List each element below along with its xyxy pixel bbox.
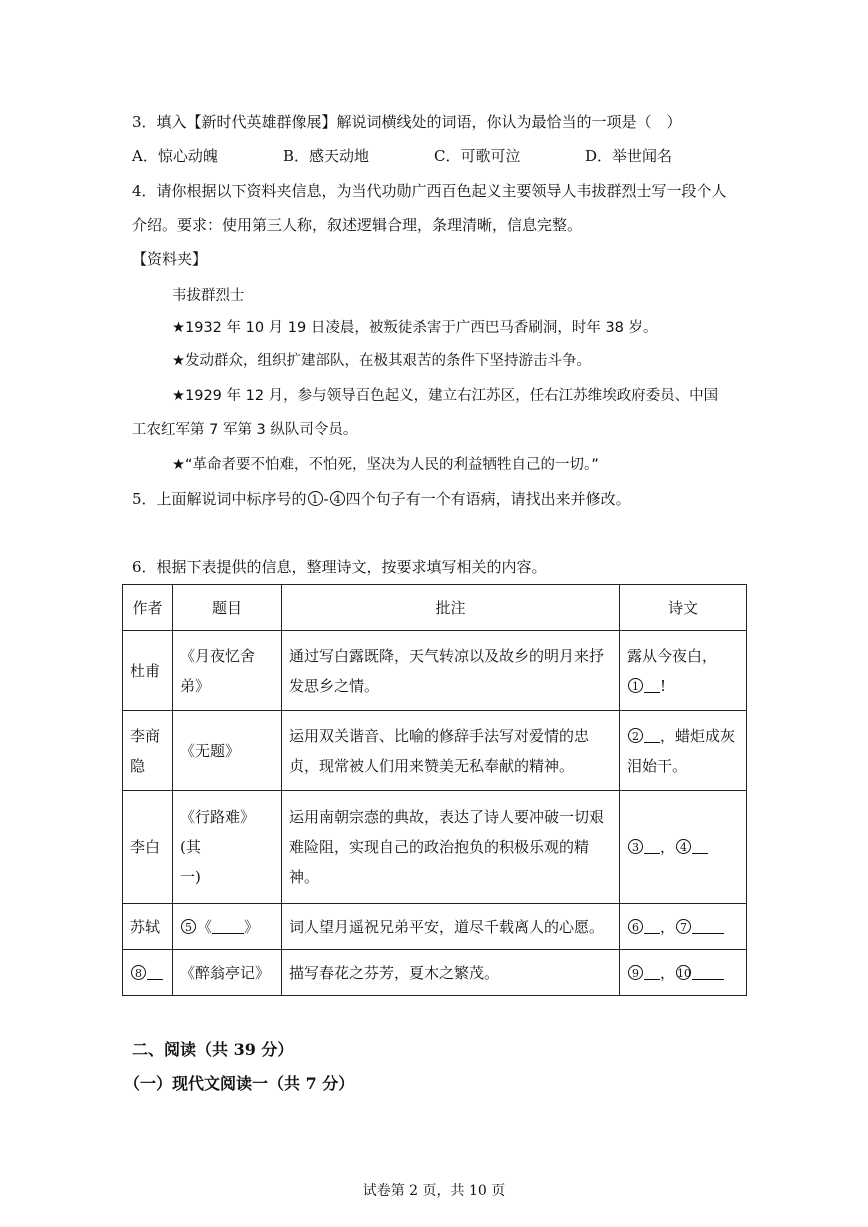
cell-note-line: 运用双关谐音、比喻的修辞手法写对爱情的忠 (289, 726, 590, 745)
cell-author: 李白 (123, 791, 173, 904)
cell-title-line: 弟》 (180, 676, 211, 695)
section-title: 二、阅读（共 39 分） (132, 1040, 294, 1059)
answer-blank[interactable] (692, 919, 724, 934)
poem-punct: ! (660, 676, 667, 695)
cell-note-line: 贞，现常被人们用来赞美无私奉献的精神。 (289, 756, 575, 775)
table-row (123, 791, 747, 904)
q3-option-c: C．可歌可泣 (434, 147, 521, 165)
blank-number: 9 (628, 965, 643, 980)
blank-number: 1 (628, 678, 643, 693)
q5-circled-from: 1 (308, 491, 323, 506)
title-bracket-open: 《 (197, 917, 213, 936)
cell-note: 词人望月遥祝兄弟平安，道尽千载离人的心愿。 (282, 904, 620, 950)
poem-table (122, 584, 747, 996)
header-poem: 诗文 (620, 585, 747, 631)
folder-item-4: ★“革命者要不怕难，不怕死，坚决为人民的利益牺牲自己的一切。” (172, 457, 599, 473)
table-row (123, 904, 747, 950)
cell-author (123, 950, 173, 996)
q4-line2: 介绍。要求：使用第三人称，叙述逻辑合理，条理清晰，信息完整。 (132, 216, 583, 234)
poem-punct: ， (660, 963, 676, 982)
blank-number: 7 (676, 919, 691, 934)
cell-note (282, 631, 620, 711)
cell-note-line: 运用南朝宗悫的典故，表达了诗人要冲破一切艰 (289, 808, 605, 826)
q5-text-after: 四个句子有一个有语病，请找出来并修改。 (345, 490, 631, 508)
answer-blank[interactable] (147, 965, 163, 980)
cell-note-line: 通过写白露既降，天气转凉以及故乡的明月来抒 (289, 646, 605, 665)
cell-poem-line (627, 671, 739, 701)
answer-blank[interactable] (644, 919, 660, 934)
q5-dash: - (323, 490, 329, 508)
q5-text-before: 5．上面解说词中标序号的 (132, 490, 307, 508)
table-row (123, 950, 747, 996)
blank-number: 3 (628, 839, 643, 854)
cell-title: 《无题》 (173, 711, 282, 791)
cell-poem (620, 711, 747, 791)
header-title: 题目 (173, 585, 282, 631)
table-header-row (123, 585, 747, 631)
header-note: 批注 (282, 585, 620, 631)
blank-number: 4 (676, 839, 691, 854)
title-bracket-close: 》 (244, 917, 260, 936)
folder-title: 韦拔群烈士 (172, 288, 245, 304)
cell-title-line: 《行路难》(其 (180, 808, 256, 856)
header-author: 作者 (123, 585, 173, 631)
blank-number: 10 (677, 966, 692, 980)
cell-poem (620, 631, 747, 711)
folder-item-2: ★发动群众，组织扩建部队，在极其艰苦的条件下坚持游击斗争。 (172, 353, 591, 369)
folder-label: 【资料夹】 (132, 250, 208, 268)
poem-punct: ， (660, 917, 676, 936)
q3-option-b: B．感天动地 (283, 147, 370, 165)
poem-text: ，蜡炬成灰 (660, 726, 736, 745)
cell-poem (620, 904, 747, 950)
q3-stem: 3．填入【新时代英雄群像展】解说词横线处的词语，你认为最恰当的一项是（ ） (132, 113, 682, 131)
answer-blank[interactable] (692, 965, 724, 980)
cell-poem-line (627, 721, 739, 751)
cell-author-line: 李商 (130, 726, 161, 745)
subsection-title: （一）现代文阅读一（共 7 分） (124, 1074, 355, 1093)
cell-poem-line: 泪始干。 (627, 756, 688, 775)
cell-author-line: 隐 (130, 756, 146, 775)
answer-blank[interactable] (644, 678, 660, 693)
q3-option-d: D．举世闻名 (585, 147, 673, 165)
cell-note (282, 711, 620, 791)
cell-note-line: 发思乡之情。 (289, 676, 380, 695)
table-row (123, 631, 747, 711)
cell-author: 杜甫 (123, 631, 173, 711)
cell-title (173, 791, 282, 904)
cell-poem (620, 791, 747, 904)
cell-title (173, 904, 282, 950)
q5-circled-to: 4 (330, 491, 345, 506)
cell-poem (620, 950, 747, 996)
answer-blank[interactable] (212, 919, 244, 934)
cell-note-line: 神。 (289, 868, 320, 886)
cell-title (173, 631, 282, 711)
q4-line1: 4．请你根据以下资料夹信息，为当代功勋广西百色起义主要领导人韦拔群烈士写一段个人 (132, 182, 727, 200)
cell-title: 《醉翁亭记》 (173, 950, 282, 996)
cell-author (123, 711, 173, 791)
cell-note-line: 难险阻，实现自己的政治抱负的积极乐观的精 (289, 838, 590, 856)
q6-stem: 6．根据下表提供的信息，整理诗文，按要求填写相关的内容。 (132, 558, 547, 576)
folder-item-3-line2: 工农红军第 7 军第 3 纵队司令员。 (132, 422, 358, 438)
folder-item-1: ★1932 年 10 月 19 日凌晨，被叛徒杀害于广西巴马香刷洞，时年 38 岁。 (172, 320, 658, 336)
answer-blank[interactable] (644, 728, 660, 743)
answer-blank[interactable] (692, 839, 708, 854)
cell-note: 描写春花之芬芳，夏木之繁茂。 (282, 950, 620, 996)
answer-blank[interactable] (644, 965, 660, 980)
blank-number: 6 (628, 919, 643, 934)
poem-punct: ， (660, 838, 676, 856)
cell-note (282, 791, 620, 904)
table-row (123, 711, 747, 791)
cell-poem-line: 露从今夜白， (627, 646, 718, 665)
folder-item-3-line1: ★1929 年 12 月，参与领导百色起义，建立右江苏区，任右江苏维埃政府委员、中国 (172, 388, 719, 404)
blank-number: 8 (131, 965, 146, 980)
cell-title-line: 《月夜忆舍 (180, 646, 256, 665)
blank-number: 2 (628, 728, 643, 743)
answer-blank[interactable] (644, 839, 660, 854)
page-footer: 试卷第 2 页，共 10 页 (362, 1183, 506, 1199)
q5-stem (132, 489, 631, 509)
cell-author: 苏轼 (123, 904, 173, 950)
cell-title-line: 一) (180, 868, 201, 886)
q3-option-a: A．惊心动魄 (132, 147, 218, 165)
blank-number: 5 (181, 919, 196, 934)
